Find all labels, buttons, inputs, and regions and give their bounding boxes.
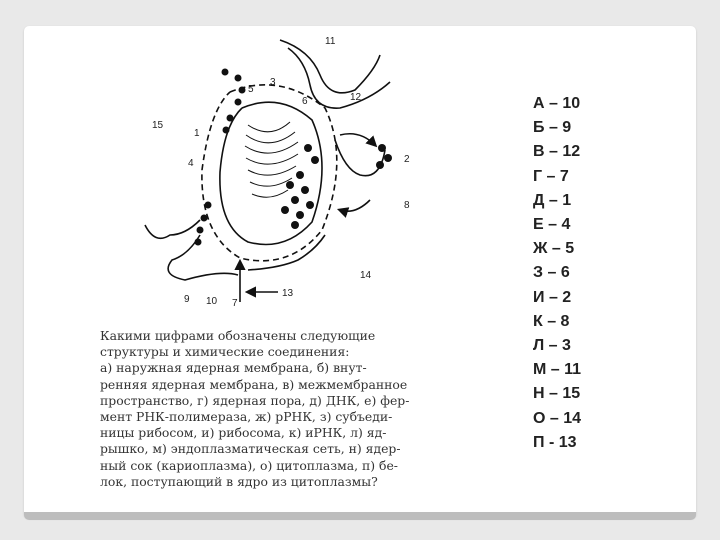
answer-item: Б – 9 [533,119,572,137]
question-line: а) наружная ядерная мембрана, б) внут- [100,360,367,376]
question-line: структуры и химические соединения: [100,344,350,360]
answer-item: К – 8 [533,312,570,330]
answer-item: М – 11 [533,361,582,379]
answer-list [533,92,581,455]
question-line: пространство, г) ядерная пора, д) ДНК, е) фер- [100,392,410,408]
label-2: 2 [404,154,410,165]
label-4: 4 [188,158,194,169]
label-12: 12 [350,92,362,103]
label-10: 10 [206,296,218,307]
question-line: ный сок (кариоплазма), о) цитоплазма, п) бе- [100,457,398,473]
label-15: 15 [152,120,164,131]
question-text [100,328,460,490]
answer-item: В – 12 [533,143,581,161]
answer-item: Ж – 5 [533,240,575,258]
question-line: лок, поступающий в ядро из цитоплазмы? [100,473,378,489]
answer-item: О – 14 [533,409,582,427]
arrow-8 [340,200,370,211]
answer-item: А – 10 [533,95,581,112]
label-13: 13 [282,288,294,299]
nuclear-inner-membrane [220,102,322,244]
question-line: мент РНК-полимераза, ж) рРНК, з) субъеди- [100,409,393,425]
arrow-to-2 [340,134,375,145]
answer-item: Н – 15 [533,385,581,403]
label-8: 8 [404,200,410,211]
question-line: ренняя ядерная мембрана, в) межмембранное [100,376,408,392]
label-14: 14 [360,270,372,281]
question-line: ницы рибосом, и) рибосома, к) иРНК, л) яд- [100,425,387,441]
question-line: Какими цифрами обозначены следующие [100,328,376,343]
label-7: 7 [232,298,238,309]
answer-item: Л – 3 [533,337,571,355]
nuclear-outer-membrane [202,85,337,261]
label-6: 6 [302,96,308,107]
ribosome [222,69,229,76]
label-3: 3 [270,77,276,88]
label-5: 5 [248,84,254,95]
label-9: 9 [184,294,190,305]
answer-item: П - 13 [533,433,577,451]
label-1: 1 [194,128,200,139]
answer-item: Д – 1 [533,191,572,209]
slide-bottom-bar [24,512,696,520]
endoplasmic-reticulum-left [145,220,238,280]
label-11: 11 [325,36,336,47]
nucleus-diagram [130,30,470,320]
answer-item: И – 2 [533,288,572,306]
answer-item: З – 6 [533,264,570,282]
question-line: рышко, м) эндоплазматическая сеть, н) ядер- [100,441,401,457]
answer-item: Г – 7 [533,167,569,185]
endoplasmic-reticulum-right [335,140,385,176]
answer-item: Е – 4 [533,216,571,234]
endoplasmic-reticulum-top [280,40,390,108]
